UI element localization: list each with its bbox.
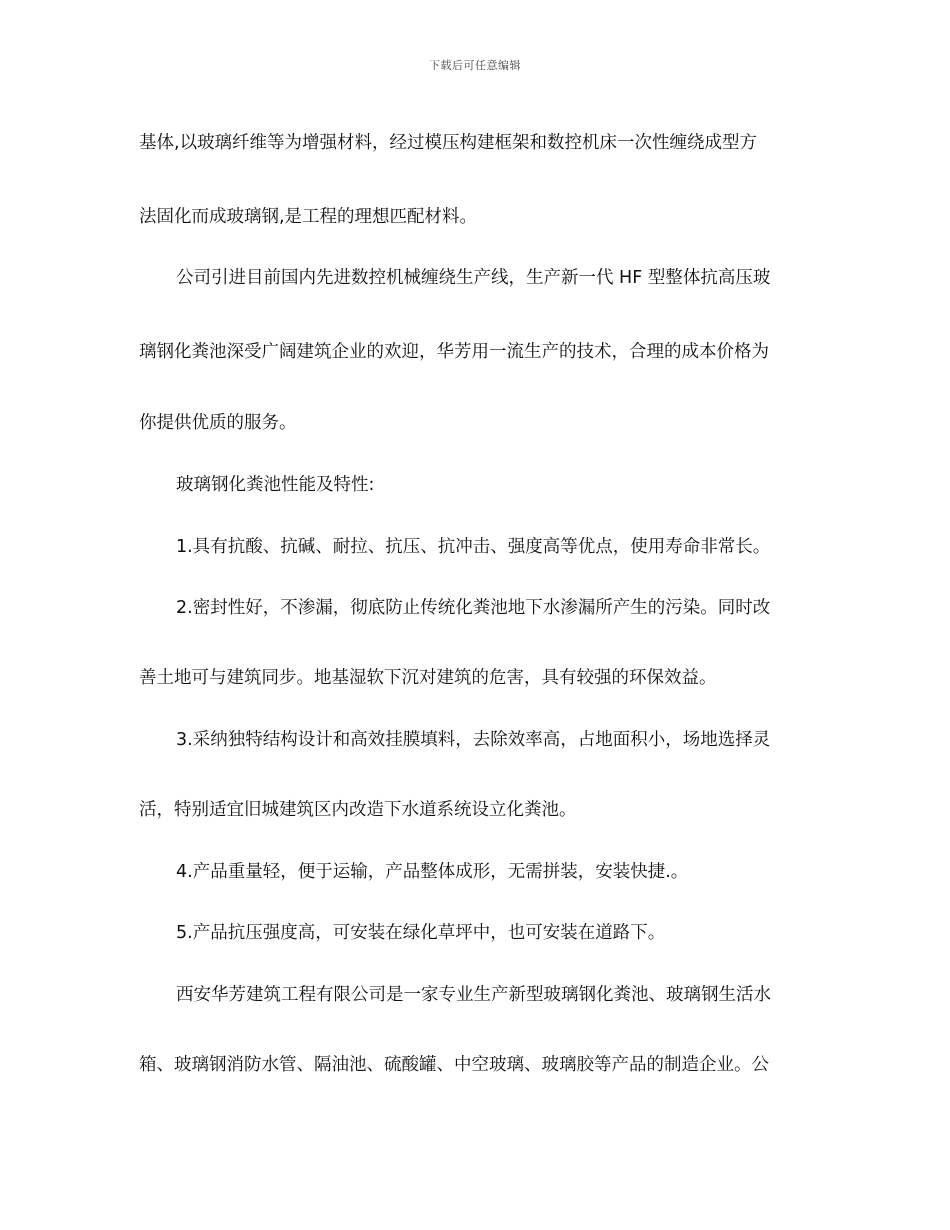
body-line-3: 公司引进目前国内先进数控机械缠绕生产线，生产新一代 HF 型整体抗高压玻 <box>176 268 771 288</box>
body-line-8: 2.密封性好，不渗漏，彻底防止传统化粪池地下水渗漏所产生的污染。同时改 <box>176 598 771 618</box>
body-line-7: 1.具有抗酸、抗碱、耐拉、抗压、抗冲击、强度高等优点，使用寿命非常长。 <box>176 537 771 557</box>
body-line-10: 3.采纳独特结构设计和高效挂膜填料，去除效率高，占地面积小，场地选择灵 <box>176 730 771 750</box>
body-line-12: 4.产品重量轻，便于运输，产品整体成形，无需拼装，安装快捷.。 <box>176 862 689 882</box>
body-line-14: 西安华芳建筑工程有限公司是一家专业生产新型玻璃钢化粪池、玻璃钢生活水 <box>176 985 771 1005</box>
page-header: 下载后可任意编辑 <box>429 59 521 72</box>
body-line-13: 5.产品抗压强度高，可安装在绿化草坪中，也可安装在道路下。 <box>176 923 666 943</box>
body-line-6: 玻璃钢化粪池性能及特性: <box>176 475 375 495</box>
body-line-15: 箱、玻璃钢消防水管、隔油池、硫酸罐、中空玻璃、玻璃胶等产品的制造企业。公 <box>139 1055 769 1075</box>
body-line-11: 活，特别适宜旧城建筑区内改造下水道系统设立化粪池。 <box>139 800 577 820</box>
body-line-5: 你提供优质的服务。 <box>139 413 297 433</box>
body-line-1: 基体,以玻璃纤维等为增强材料，经过模压构建框架和数控机床一次性缠绕成型方 <box>139 133 758 153</box>
body-line-4: 璃钢化粪池深受广阔建筑企业的欢迎，华芳用一流生产的技术，合理的成本价格为 <box>139 342 769 362</box>
body-line-9: 善土地可与建筑同步。地基湿软下沉对建筑的危害，具有较强的环保效益。 <box>139 668 717 688</box>
body-line-2: 法固化而成玻璃钢,是工程的理想匹配材料。 <box>139 207 478 227</box>
